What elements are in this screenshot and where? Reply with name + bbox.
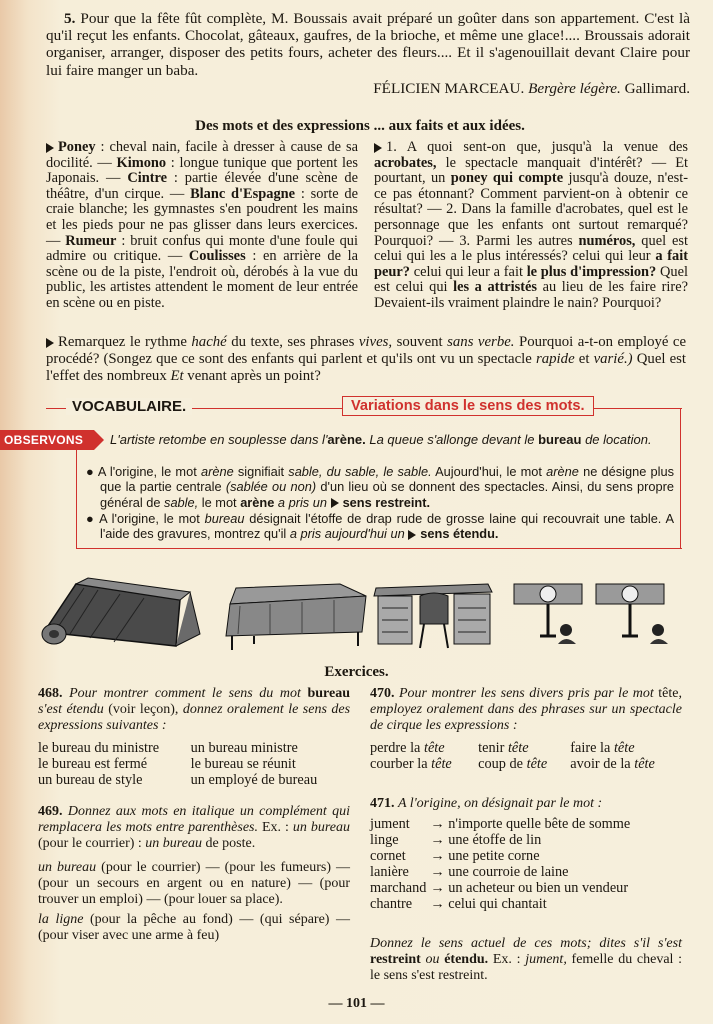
ex468-instructions: 468. Pour montrer comment le sens du mot bureau s'est étendu (voir leçon), donnez oralement le sens des expressions suivantes : [38,686,351,733]
table-row: perdre la tête tenir tête faire la tête [370,740,635,756]
vocab-right-rule [680,408,681,548]
ex470-table [370,740,682,772]
glossary-term: Rumeur [65,232,117,249]
exercises-right [370,686,682,984]
ex468-number: 468. [38,686,63,701]
table-row: jument → n'importe quelle bête de somme [370,816,631,832]
vocab-bullets [84,464,674,541]
exercices-title: Exercices. [324,664,389,680]
vocab-left-rule [76,448,77,548]
table-row: le bureau du ministre un bureau ministre [38,740,298,756]
glossary-term: Poney [58,139,96,155]
table-row: lanière → une courroie de laine [370,864,569,880]
section-title: Des mots et des expressions ... aux faits et aux idées. [195,118,525,134]
vocab-bottom-rule [76,548,682,549]
observons-tab: OBSERVONS [0,430,94,450]
office-counters-illustration [514,584,668,644]
glossary-def: : partie élevée d'une scène de théâtre, d'un cirque. — [46,170,358,202]
vocab-title: Variations dans le sens des mots. [342,396,594,416]
glossary-def: : bruit confus qui monte d'une foule qui admire ou critique. — [46,232,358,265]
pointer-icon [46,143,54,153]
citation [46,80,690,97]
table-row: linge → une étoffe de lin [370,832,542,848]
observons-arrow-icon [94,430,104,450]
glossary-term: Cintre [127,170,168,187]
remark: Remarquez le rythme haché du texte, ses phrases vives, souvent sans verbe. Pourquoi a-t-on employé ce procédé? (Songez que ce sont des enfants qui parlent et qu'ils ont vu un spectacle rapide et varié.) Quel est l'effet des nombreux Et venant après un point? [46,334,687,384]
observons-text: L'artiste retombe en souplesse dans l'arène. La queue s'allonge devant le bureau de location. [110,432,652,447]
desk-illustration [374,584,492,648]
ex468-table [38,740,350,788]
ex471-final: Donnez le sens actuel de ces mots; dites s'il s'est restreint ou étendu. Ex. : jument, femelle du cheval : le sens s'est restreint. [370,936,683,983]
ex470-instructions: 470. Pour montrer les sens divers pris par le mot tête, employez oralement dans des phrases sur un spectacle de cirque les expressions : [370,686,682,733]
exercises-left [38,686,350,944]
text-number: 5. [64,10,76,27]
bullet-icon: ● [86,464,95,479]
table-row: marchand → un acheteur ou bien un vendeur [370,880,629,896]
ex470-number: 470. [370,686,395,701]
text-5 [46,10,690,97]
glossary-def: : longue tunique que portent les Japonais. — [46,154,359,187]
vocabulary-box [4,398,682,558]
glossary [46,140,358,312]
pointer-icon [46,338,54,348]
ex471-instructions: 471. A l'origine, on désignait par le mot : [370,796,603,811]
ex471-table [370,816,634,912]
glossary-text [46,140,358,312]
bullet-icon: ● [86,510,95,526]
ex469-line-1: un bureau (pour le courrier) — (pour les fumeurs) — (pour un secours en argent ou en nature) — (pour trouver un emploi) — (pour louer sa place). [38,860,351,907]
glossary-term: Blanc d'Espagne [190,185,296,202]
ex469-instructions: 469. Donnez aux mots en italique un complément qui remplacera les mots entre parenthèses. Ex. : un bureau (pour le courrier) : un bureau de poste. [38,804,351,851]
pointer-icon [408,530,416,540]
glossary-def: : cheval nain, facile à dresser à cause de sa docilité. — [46,139,358,171]
ex471-number: 471. [370,796,395,811]
work: Bergère légère. [528,79,621,97]
pointer-icon [374,143,382,153]
glossary-def: : en arrière de la scène ou de la piste, l'endroit où, dérobés à la vue du public, les artistes attendent le moment de leur entrée en scène ou en piste. [46,248,358,311]
author: FÉLICIEN MARCEAU. [373,79,525,97]
table-row: courber la tête coup de tête avoir de la tête [370,756,655,772]
page-number: — 101 — [328,996,385,1011]
questions-text: 1. A quoi sent-on que, jusqu'à la venue des acrobates, le spectacle manquait d'intérêt? — Et pourtant, un poney qui compte jusqu'à douze, n'est-ce pas étonnant? Comment parvient-on à obtenir ce résultat? — 2. Dans la famille d'acrobates, quel est le personnage que les enfants ont surtout remarqué? Pourquoi? — 3. Parmi les autres numéros, quel est celui qui les a le plus intéressés? celui qui leur a fait peur? celui qui leur a fait le plus d'impression? Quel est celui qui les a attristés au lieu de les faire rire? Devaient-ils vraiment plaindre le nain? Pourquoi? [374,139,688,311]
table-row: cornet → une petite corne [370,848,540,864]
table-row: chantre → celui qui chantait [370,896,547,912]
publisher: Gallimard. [624,79,690,97]
glossary-term: Coulisses [188,248,246,265]
glossary-term: Kimono [116,154,167,171]
vocab-bullet-2: ● A l'origine, le mot bureau désignait l'étoffe de drap rude de grosse laine qui recouvrait une table. A l'aide des gravures, montrez qu'il a pris aujourd'hui un sens étendu. [86,510,674,542]
vocab-bullet-1: ● A l'origine, le mot arène signifiait sable, du sable, le sable. Aujourd'hui, le mot arène ne désigne plus que la partie centrale (sablée ou non) d'un lieu où se donnent des spectacles. Ainsi, du sens propre général de sable, le mot arène a pris un sens restreint. [86,464,675,510]
vocab-label: VOCABULAIRE. [66,398,192,415]
table-row: le bureau est fermé le bureau se réunit [38,756,296,772]
ex469-number: 469. [38,804,63,819]
questions [374,140,688,312]
text-body: Pour que la fête fût complète, M. Boussais avait préparé un goûter dans son appartement. C'est là qu'il reçut les enfants. Chocolat, gâteaux, gaufres, de la brioche, et même une glace!.... Broussais adorait organiser, arranger, disposer des petits fours, acheter des fleurs.... Et il s'agenouillait devant Claire pour lui faire manger un baba. [46,10,691,79]
covered-table-illustration [226,584,366,650]
ex469-line-2: la ligne (pour la pêche au fond) — (qui sépare) — (pour viser avec une arme à feu) [38,912,350,943]
glossary-def: : sorte de craie blanche; les gymnastes s'en poudrent les mains et les pieds pour ne pas glisser dans leurs exercices. — [46,185,358,249]
pointer-icon [331,498,339,508]
illustrations [40,574,686,656]
table-row: un bureau de style un employé de bureau [38,772,318,788]
cloth-roll-illustration [42,578,200,646]
